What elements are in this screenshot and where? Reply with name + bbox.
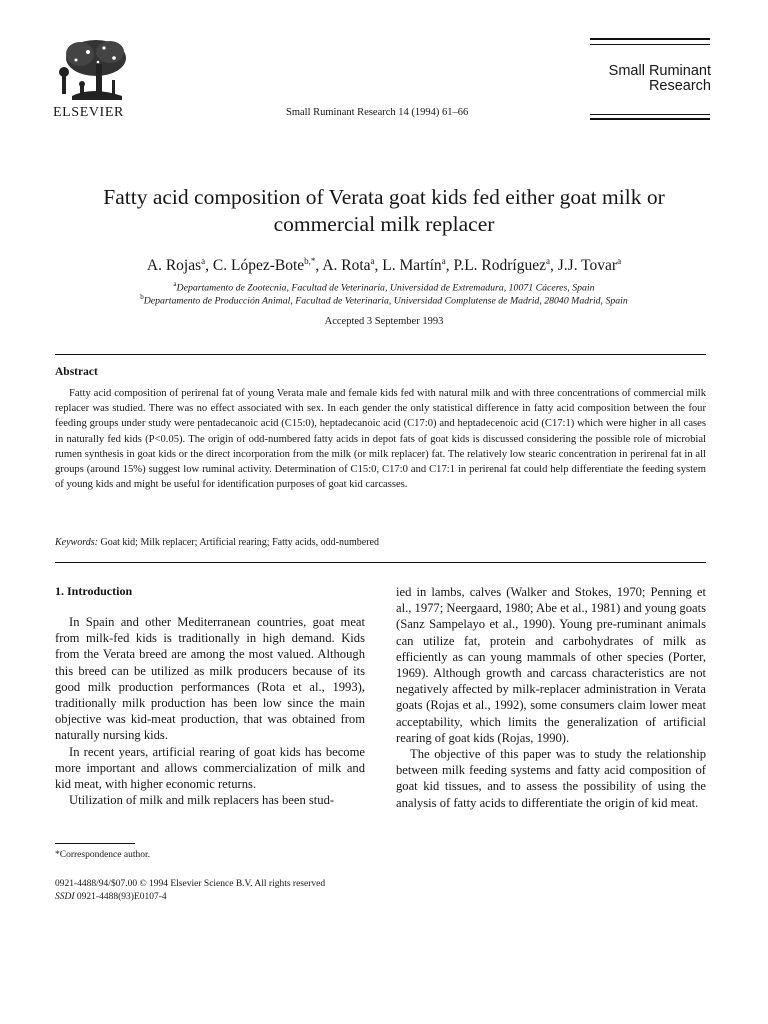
ssdi-line xyxy=(55,891,325,904)
keywords-text: Goat kid; Milk replacer; Artificial rearing; Fatty acids, odd-numbered xyxy=(100,537,379,548)
author-name: A. Rota xyxy=(322,257,371,275)
section-heading-introduction: 1. Introduction xyxy=(55,584,133,598)
author-name: L. Martín xyxy=(382,257,442,275)
author-affiliation-mark: a xyxy=(546,256,550,266)
author-separator: , xyxy=(374,257,383,275)
keywords-label: Keywords: xyxy=(55,537,98,548)
article-title-line1: Fatty acid composition of Verata goat kids fed either goat milk or xyxy=(103,185,665,209)
author-list xyxy=(40,256,728,275)
affiliation-b xyxy=(40,293,728,306)
author-affiliation-mark: a xyxy=(370,256,375,266)
author-separator: , xyxy=(205,257,213,275)
affiliation-a xyxy=(40,280,728,293)
affiliation-a-text: Departamento de Zootecnia, Facultad de Veterinaria, Universidad de Extremadura, 10071 Cáceres, Spain xyxy=(176,282,595,294)
article-title-line2: commercial milk replacer xyxy=(273,212,495,236)
author-affiliation-mark: a xyxy=(617,256,622,266)
accepted-date: Accepted 3 September 1993 xyxy=(324,316,444,327)
elsevier-tree-logo xyxy=(52,36,136,102)
keywords xyxy=(55,537,379,548)
header-rule-bottom xyxy=(590,118,710,120)
article-title xyxy=(40,184,728,238)
author-separator: , xyxy=(315,257,323,275)
affiliation-a-mark: a xyxy=(173,280,177,288)
author-name: P.L. Rodríguez xyxy=(453,257,546,275)
paragraph: ied in lambs, calves (Walker and Stokes, 1970; Penning et al., 1977; Neergaard, 1980; Abe et al., 1981) and young goats (Sanz Sampelayo et al., 1990). Young pre-ruminant animals can utilize fat, protein and carbohydrates of milk as efficiently as can young mammals of other species (Porter, 1969). Although growth and carcass characteristics are not negatively affected by milk-replacer administration in Verata goats (Rojas et al., 1992), some consumers claim lower meat acceptability, which limits the generalization of artificial rearing of goat kids (Rojas, 1990). xyxy=(396,585,706,745)
header-rule-top-thin xyxy=(590,44,710,45)
paragraph: In Spain and other Mediterranean countries, goat meat from milk-fed kids is traditionally in high demand. Kids from the Verata breed are among the most valued. Although this breed can be utilized as milk producers because of its good milk production performances (Rota et al., 1993), traditionally milk production has been low since the main objective was kid-meat production, that was obtained from naturally nursing kids. xyxy=(55,615,365,743)
copyright-block xyxy=(55,878,325,904)
abstract-heading: Abstract xyxy=(55,366,98,378)
journal-name xyxy=(551,64,711,94)
paragraph: In recent years, artificial rearing of goat kids has become more important and allows commercialization of milk and kid meat, with higher economic returns. xyxy=(55,744,365,792)
author-affiliation-mark: a xyxy=(201,256,206,266)
paragraph: The objective of this paper was to study the relationship between milk feeding systems and fatty acid composition of goat kid tissues, and to assess the possibility of using the analysis of fatty acids to differentiate the origin of kid meat. xyxy=(396,747,706,810)
header-rule-bottom-thin xyxy=(590,114,710,115)
publisher-name: ELSEVIER xyxy=(53,105,124,120)
author-name: J.J. Tovar xyxy=(557,257,618,275)
ssdi-code: 0921-4488(93)E0107-4 xyxy=(76,892,167,902)
header-rule-top xyxy=(590,38,710,40)
affiliation-b-text: Departamento de Producción Animal, Facultad de Veterinaria, Universidad Complutense de Madrid, 28040 Madrid, Spain xyxy=(143,295,628,307)
author-affiliation-mark: a xyxy=(441,256,446,266)
right-column xyxy=(396,584,706,811)
abstract-top-rule xyxy=(55,354,706,355)
copyright-line: 0921-4488/94/$07.00 © 1994 Elsevier Science B.V. All rights reserved xyxy=(55,879,326,889)
journal-citation: Small Ruminant Research 14 (1994) 61–66 xyxy=(286,107,469,118)
author-separator: , xyxy=(550,257,558,275)
author-affiliation-mark: b,* xyxy=(304,256,316,266)
correspondence-footnote: *Correspondence author. xyxy=(55,850,150,860)
ssdi-label: SSDI xyxy=(55,892,75,902)
author-separator: , xyxy=(445,257,454,275)
journal-name-line1: Small Ruminant xyxy=(608,63,711,79)
left-column xyxy=(55,614,365,808)
paragraph: Utilization of milk and milk replacers has been stud- xyxy=(69,793,335,808)
abstract-bottom-rule xyxy=(55,562,706,563)
affiliation-b-mark: b xyxy=(140,293,144,301)
footnote-rule xyxy=(55,843,135,844)
abstract-body: Fatty acid composition of perirenal fat of young Verata male and female kids fed with natural milk and with three concentrations of commercial milk replacer was studied. There was no effect associated with sex. In each gender the only statistical difference in fatty acid composition between the four feeding groups under study were pentadecanoic acid (C15:0), heptadecanoic acid (C17:0) and heptadecenoic acid (C17:1) which were higher in all cases in naturally fed kids (P<0.05). The origin of odd-numbered fatty acids in depot fats of goat kids is discussed considering the possible role of microbial rumen synthesis in goat kids or the direct incorporation from the milk (or milk replacer) fat. The relatively low stearic concentration in perirenal fat in all groups (around 15%) suggest low ruminal activity. Determination of C15:0, C17:0 and C17:1 in perirenal fat could help differentiate the feeding system of young kids and might be useful for identification purposes of goat kid carcasses. xyxy=(55,388,706,491)
journal-name-line2: Research xyxy=(648,78,711,94)
author-name: C. López-Bote xyxy=(212,257,305,275)
author-name: A. Rojas xyxy=(146,257,202,275)
